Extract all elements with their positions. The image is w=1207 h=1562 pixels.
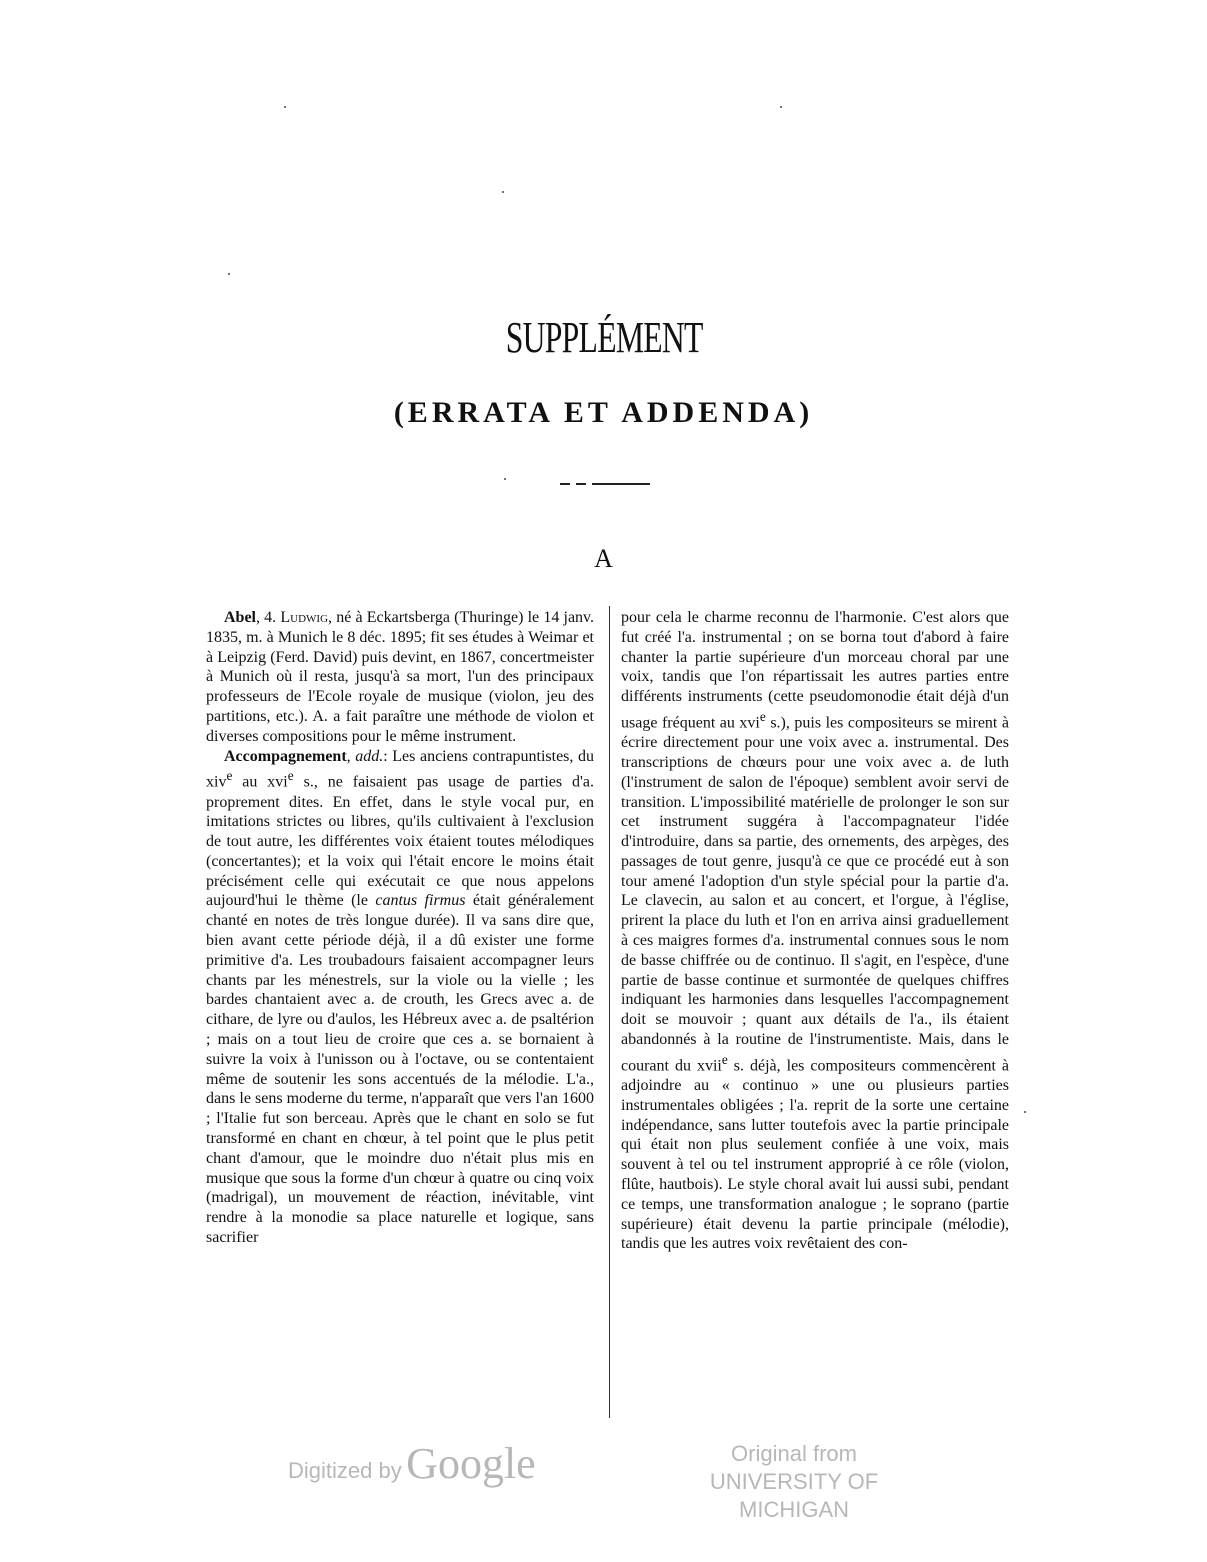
scan-speck [504,478,506,480]
page-subtitle: (ERRATA ET ADDENDA) [393,396,814,429]
entry-accompagnement: Accompagnement, add.: Les anciens contrapuntistes, du xiv$^e$ au xvi$^e$ s., ne faisaient pas usage de parties d'a. proprement dites. En effet, dans le style vocal pur, en imitations strictes ou libres, qu'ils cultivaient à l'exclusion de tout autre, les différentes voix étaient toutes mélodiques (concertantes); et la voix qui l'était encore le moins était précisément celle qui exécutait ce que nous appelons aujourd'hui le thème (le cantus firmus était généralement chanté en notes de très longue durée). Il va sans dire que, bien avant cette période déjà, il a dû exister une forme primitive d'a. Les troubadours faisaient accompagner leurs chants par les ménestrels, sur la viole ou la vielle ; les bardes chantaient avec a. de crouth, les Grecs avec a. de cithare, de lyre ou d'aulos, les Hébreux avec a. de psaltérion ; mais on a tout lieu de croire que ces a. se bornaient à suivre la voix à l'unisson ou à l'octave, ou se contentaient même de soutenir les sons accentués de la mélodie. L'a., dans le sens moderne du terme, n'apparaît que vers l'an 1600 ; l'Italie fut son berceau. Après que le chant en solo se fut transformé en chant en chœur, à tel point que le plus petit chant d'amour, que le moindre duo n'était plus mis en musique que sous la forme d'un chœur à quatre ou cinq voix (madrigal), un mouvement de réaction, inévitable, vint rendre à la monodie sa place naturelle et logique, sans sacrifier [206,747,595,1247]
column-divider [609,606,610,1418]
section-letter: A [594,544,613,573]
entry-abel: Abel, 4. Ludwig, né à Eckartsberga (Thuringe) le 14 janv. 1835, m. à Munich le 8 déc. 1895; fit ses études à Weimar et à Leipzig (Ferd. David) puis devint, en 1867, concertmeister à Munich où il resta, jusqu'à sa mort, l'un des principaux professeurs de l'Ecole royale de musique (violon, jeu des partitions, etc.). A. a fait paraître une méthode de violon et diverses compositions pour le même instrument. [206,609,595,745]
right-column [621,608,1009,1254]
left-column [206,608,594,1248]
entry-accompagnement-continued: pour cela le charme reconnu de l'harmonie. C'est alors que fut créé l'a. instrumental ; on se borna tout d'abord à faire chanter la partie supérieure d'un morceau choral par une voix, tandis que l'on répartissait les autres parties entre différents instruments (cette pseudomonodie était déjà d'un usage fréquent au xvi$^e$ s.), puis les compositeurs se mirent à écrire directement pour une voix avec a. instrumental. Des transcriptions de chœurs pour une voix avec a. de luth (l'instrument de salon de l'époque) semblent avoir servi de transition. L'impossibilité matérielle de prolonger le son sur cet instrument suggéra à l'accompagnateur l'idée d'introduire, dans sa partie, des ornements, des arpèges, des passages de tout genre, jusqu'à ce que ce procédé eut à son tour amené l'adoption d'un style spécial pour la partie d'a. Le clavecin, au salon et au concert, et l'orgue, à l'église, prirent la place du luth et l'on en arriva ainsi graduellement à ces maigres formes d'a. instrumental connues sous le nom de basse chiffrée ou de continuo. Il s'agit, en l'espèce, d'une partie de basse continue et surmontée de quelques chiffres indiquant les harmonies dans lesquelles l'accompagnement doit se mouvoir ; quant aux détails de l'a., ils étaient abandonnés à la routine de l'instrumentiste. Mais, dans le courant du xvii$^e$ s. déjà, les compositeurs commencèrent à adjoindre au « continuo » une ou plusieurs parties instrumentales obligées ; l'a. reprit de la sorte une certaine indépendance, sans lutter toutefois avec la partie principale qui était non plus seulement confiée à une voix, mais souvent à tel ou tel instrument approprié à ce rôle (violon, flûte, hautbois). Le style choral avait lui aussi subi, pendant ce temps, une transformation analogue ; le soprano (partie supérieure) était devenu la partie principale (mélodie), tandis que les autres voix revêtaient des con- [621,609,1010,1253]
scan-speck [1024,1111,1026,1113]
entry-name: Ludwig [280,609,329,626]
original-from-watermark [660,1440,928,1524]
page-title: SUPPLÉMENT [505,313,703,362]
italic-term: cantus firmus [375,892,466,910]
headword: Accompagnement [224,747,347,765]
scan-speck [284,106,286,108]
digitized-by-watermark [288,1438,536,1489]
university-text: UNIVERSITY OF MICHIGAN [709,1469,879,1522]
scan-speck [228,273,230,275]
google-logo: Google [406,1439,536,1488]
scan-speck [780,106,782,108]
scan-speck [502,191,504,193]
headword: Abel [224,609,256,626]
addendum-tag: add. [355,747,384,765]
digitized-by-text: Digitized by [288,1458,402,1483]
original-from-text: Original from [731,1441,857,1466]
